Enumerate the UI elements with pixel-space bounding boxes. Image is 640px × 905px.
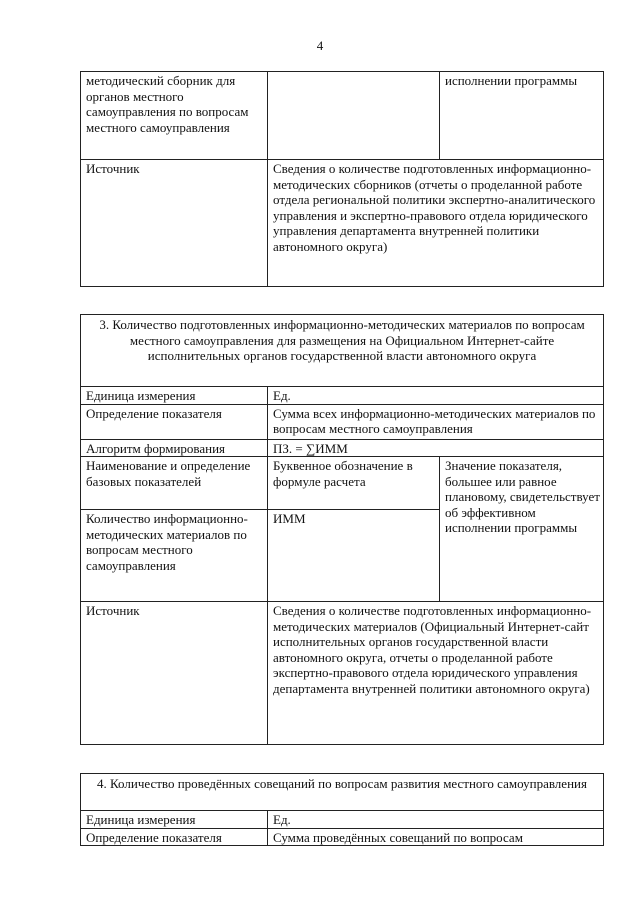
letter-designation-label: Буквенное обозначение в формуле расчета <box>268 457 440 510</box>
value-interpretation: Значение показателя, большее или равное плановому, свидетельствует об эффективном исполнении программы <box>440 457 604 602</box>
page-number: 4 <box>316 38 324 53</box>
indicator-table-4 <box>80 773 604 846</box>
source-value: Сведения о количестве подготовленных информационно-методических материалов (Официальный Интернет-сайт исполнительных органов государственной власти автономного округа, отчеты о проделанной работе экспертно-правового отдела юридического управления департамента внутренней политики автономного округа) <box>268 602 604 745</box>
unit-value: Ед. <box>268 387 604 405</box>
definition-label: Определение показателя <box>81 404 268 439</box>
indicator-title: 4. Количество проведённых совещаний по вопросам развития местного самоуправления <box>81 774 604 811</box>
indicator-title: 3. Количество подготовленных информационно-методических материалов по вопросам местного самоуправления для размещения на Официальном Интернет-сайте исполнительных органов государственной власти автономного округа <box>81 315 604 387</box>
base-indicator-code-cell <box>268 72 440 160</box>
base-names-label: Наименование и определение базовых показателей <box>81 457 268 510</box>
source-label: Источник <box>81 160 268 287</box>
indicator-table-3 <box>80 314 604 745</box>
source-label: Источник <box>81 602 268 745</box>
base-indicator-code: ИММ <box>268 510 440 602</box>
base-indicator-name-cell: методический сборник для органов местного самоуправления по вопросам местного самоуправления <box>81 72 268 160</box>
algorithm-value: ПЗ. = ∑ИММ <box>268 439 604 457</box>
unit-label: Единица измерения <box>81 387 268 405</box>
definition-value: Сумма проведённых совещаний по вопросам <box>268 828 604 846</box>
algorithm-label: Алгоритм формирования <box>81 439 268 457</box>
source-value: Сведения о количестве подготовленных информационно-методических сборников (отчеты о проделанной работе отдела региональной политики экспертно-аналитического управления и экспертно-правового отдела юридического управления департамента внутренней политики автономного округа) <box>268 160 604 287</box>
base-indicator-name: Количество информационно-методических материалов по вопросам местного самоуправления <box>81 510 268 602</box>
unit-label: Единица измерения <box>81 811 268 829</box>
definition-value: Сумма всех информационно-методических материалов по вопросам местного самоуправления <box>268 404 604 439</box>
interpretation-cell: исполнении программы <box>440 72 604 160</box>
unit-value: Ед. <box>268 811 604 829</box>
indicator-table-continued <box>80 71 604 287</box>
definition-label: Определение показателя <box>81 828 268 846</box>
